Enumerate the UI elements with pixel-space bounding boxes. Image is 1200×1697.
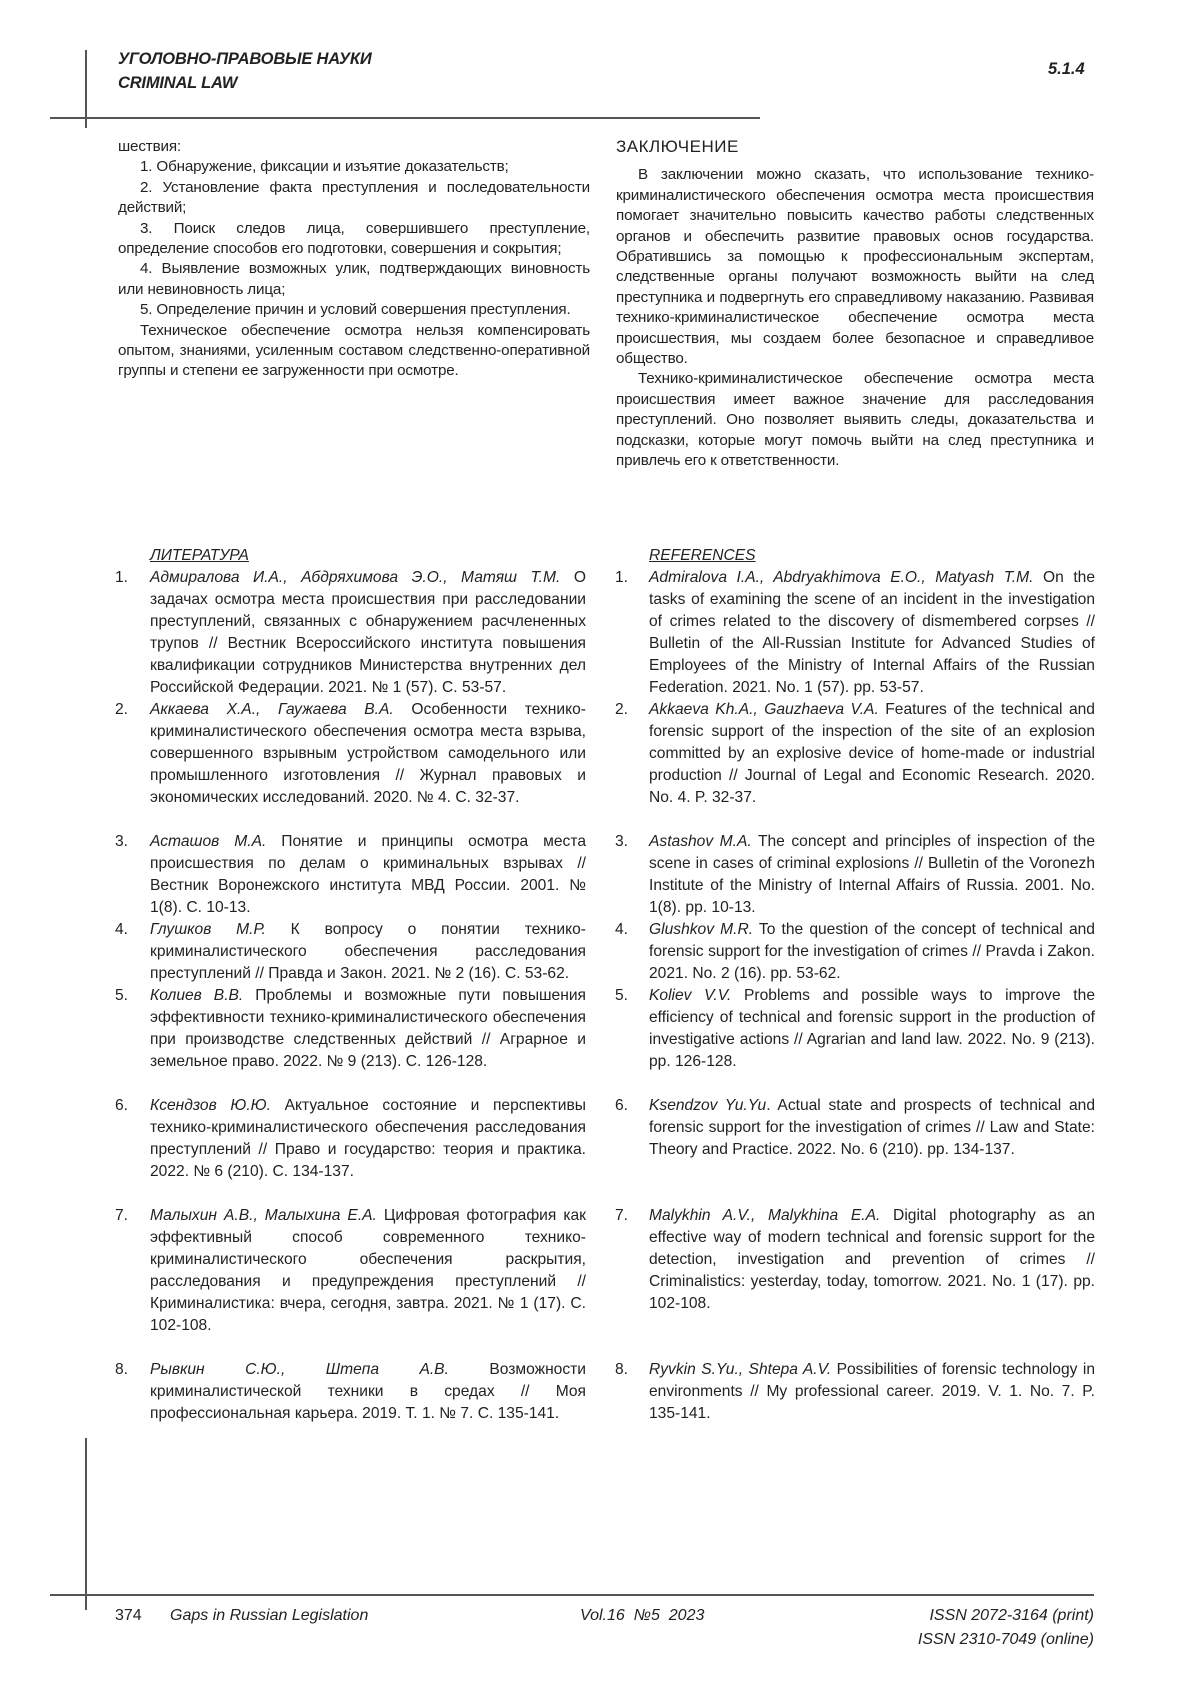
- section-title-ru: УГОЛОВНО-ПРАВОВЫЕ НАУКИ: [118, 50, 372, 69]
- left-column: [118, 137, 590, 382]
- reference-body: Возможности криминалистической техники в средах // Моя профессиональная карьера. 2019. Т. 1. № 7. С. 135-141.: [150, 1361, 586, 1422]
- reference-en: [615, 567, 1095, 699]
- reference-authors: Koliev V.V.: [649, 987, 731, 1004]
- reference-authors: Glushkov M.R.: [649, 921, 753, 938]
- reference-body: To the question of the concept of technical and forensic support for the investigation of crimes // Pravda i Zakon. 2021. No. 2 (16). pp. 53-62.: [649, 921, 1095, 982]
- literature-heading: ЛИТЕРАТУРА: [150, 547, 249, 564]
- reference-number: 4.: [115, 919, 150, 985]
- reference-en: [615, 985, 1095, 1073]
- section-title-en: CRIMINAL LAW: [118, 74, 237, 93]
- reference-body: Цифровая фотография как эффективный способ современного технико-криминалистического обеспечения раскрытия, расследования и предупреждения преступлений // Криминалистика: вчера, сегодня, завтра. 2021. № 1 (17). С. 102-108.: [150, 1207, 586, 1334]
- reference-text: [649, 1359, 1095, 1425]
- list-item: 5. Определение причин и условий совершения преступления.: [118, 300, 590, 320]
- reference-number: 7.: [115, 1205, 150, 1337]
- footer-vertical-rule: [85, 1438, 87, 1610]
- paragraph: В заключении можно сказать, что использование технико-криминалистического обеспечения осмотра места происшествия помогает значительно повысить качество работы следственных органов и обеспечить развитие правовых основ государства. Обратившись за помощью к профессиональным экспертам, следственные органы получают возможность выйти на след преступника и подвергнуть его справедливому наказанию. Развивая технико-криминалистическое обеспечение осмотра места происшествия, мы создаем более безопасное и справедливое общество.: [616, 165, 1094, 369]
- volume-info: Vol.16 №5 2023: [580, 1607, 704, 1625]
- reference-text: [649, 919, 1095, 985]
- issn-print: ISSN 2072-3164 (print): [929, 1607, 1094, 1625]
- journal-name: Gaps in Russian Legislation: [170, 1607, 368, 1625]
- reference-en: [615, 699, 1095, 809]
- reference-text: [649, 1095, 1095, 1183]
- reference-number: 6.: [615, 1095, 649, 1183]
- references-section: [115, 545, 1095, 1425]
- reference-body: Особенности технико-криминалистического обеспечения осмотра места взрыва, совершенного взрывным устройством самодельного или промышленного изготовления // Журнал правовых и экономических исследований. 2020. № 4. С. 32-37.: [150, 701, 586, 806]
- list-item: 3. Поиск следов лица, совершившего преступление, определение способов его подготовки, совершения и сокрытия;: [118, 219, 590, 260]
- reference-authors: Рывкин С.Ю., Штепа А.В.: [150, 1361, 449, 1378]
- reference-row: [115, 567, 1095, 699]
- reference-text: [150, 919, 586, 985]
- reference-number: 8.: [115, 1359, 150, 1425]
- reference-ru: [115, 699, 605, 809]
- header-rule: [50, 117, 760, 119]
- reference-authors: Ксендзов Ю.Ю.: [150, 1097, 271, 1114]
- references-heading: REFERENCES: [649, 547, 756, 564]
- paragraph: шествия:: [118, 137, 590, 157]
- reference-row: [115, 831, 1095, 919]
- reference-body: Features of the technical and forensic support of the inspection of the site of an explosion committed by an explosive device of home-made or industrial production // Journal of Legal and Economic Research. 2020. No. 4. P. 32-37.: [649, 701, 1095, 806]
- reference-ru: [115, 567, 605, 699]
- reference-authors: Akkaeva Kh.A., Gauzhaeva V.A.: [649, 701, 879, 718]
- reference-row: [115, 1359, 1095, 1425]
- reference-text: [649, 831, 1095, 919]
- reference-number: 2.: [615, 699, 649, 809]
- reference-text: [150, 1359, 586, 1425]
- reference-body: Проблемы и возможные пути повышения эффективности технико-криминалистического обеспечения при производстве следственных действий // Аграрное и земельное право. 2022. № 9 (213). С. 126-128.: [150, 987, 586, 1070]
- reference-ru: [115, 1095, 605, 1183]
- paragraph: Технико-криминалистическое обеспечение осмотра места происшествия имеет важное значение для расследования преступлений. Оно позволяет выявить следы, доказательства и подсказки, которые могут помочь выйти на след преступника и привлечь его к ответственности.: [616, 369, 1094, 471]
- reference-ru: [115, 1359, 605, 1425]
- reference-text: [150, 985, 586, 1073]
- reference-body: К вопросу о понятии технико-криминалистического обеспечения расследования преступлений // Правда и Закон. 2021. № 2 (16). С. 53-62.: [150, 921, 586, 982]
- reference-number: 5.: [115, 985, 150, 1073]
- issn-online: ISSN 2310-7049 (online): [918, 1631, 1094, 1649]
- reference-body: Понятие и принципы осмотра места происшествия по делам о криминальных взрывах // Вестник Воронежского института МВД России. 2001. № 1(8). С. 10-13.: [150, 833, 586, 916]
- reference-en: [615, 1359, 1095, 1425]
- list-item: 1. Обнаружение, фиксации и изъятие доказательств;: [118, 157, 590, 177]
- reference-number: 1.: [115, 567, 150, 699]
- reference-text: [150, 1095, 586, 1183]
- reference-number: 1.: [615, 567, 649, 699]
- reference-number: 6.: [115, 1095, 150, 1183]
- reference-number: 4.: [615, 919, 649, 985]
- reference-number: 2.: [115, 699, 150, 809]
- reference-authors: Astashov M.A.: [649, 833, 752, 850]
- reference-row: [115, 1095, 1095, 1183]
- reference-authors: Ksendzov Yu.Yu: [649, 1097, 766, 1114]
- reference-text: [649, 699, 1095, 809]
- section-code: 5.1.4: [1048, 60, 1085, 79]
- reference-body: . Actual state and prospects of technical and forensic support for the investigation of crimes // Law and State: Theory and Practice. 2022. No. 6 (210). pp. 134-137.: [649, 1097, 1095, 1158]
- reference-number: 7.: [615, 1205, 649, 1337]
- reference-text: [150, 699, 586, 809]
- reference-authors: Admiralova I.A., Abdryakhimova E.O., Matyash T.M.: [649, 569, 1033, 586]
- reference-ru: [115, 1205, 605, 1337]
- reference-authors: Malykhin A.V., Malykhina E.A.: [649, 1207, 880, 1224]
- reference-body: Актуальное состояние и перспективы технико-криминалистического обеспечения расследования преступлений // Право и государство: теория и практика. 2022. № 6 (210). С. 134-137.: [150, 1097, 586, 1180]
- reference-ru: [115, 985, 605, 1073]
- list-item: 2. Установление факта преступления и последовательности действий;: [118, 178, 590, 219]
- reference-body: Problems and possible ways to improve the efficiency of technical and forensic support in the production of investigative actions // Agrarian and land law. 2022. No. 9 (213). pp. 126-128.: [649, 987, 1095, 1070]
- reference-body: On the tasks of examining the scene of an incident in the investigation of crimes related to the discovery of dismembered corpses // Bulletin of the All-Russian Institute for Advanced Studies of Employees of the Ministry of Internal Affairs of the Russian Federation. 2021. No. 1 (57). pp. 53-57.: [649, 569, 1095, 696]
- list-item: 4. Выявление возможных улик, подтверждающих виновность или невиновность лица;: [118, 259, 590, 300]
- reference-text: [649, 567, 1095, 699]
- reference-row: [115, 1205, 1095, 1337]
- reference-en: [615, 831, 1095, 919]
- reference-number: 3.: [115, 831, 150, 919]
- reference-row: [115, 919, 1095, 985]
- reference-number: 3.: [615, 831, 649, 919]
- reference-authors: Асташов М.А.: [150, 833, 266, 850]
- reference-row: [115, 699, 1095, 809]
- reference-body: Digital photography as an effective way of modern technical and forensic support for the detection, investigation and prevention of crimes // Criminalistics: yesterday, today, tomorrow. 2021. No. 1 (17). pp. 102-108.: [649, 1207, 1095, 1312]
- reference-authors: Малыхин А.В., Малыхина Е.А.: [150, 1207, 377, 1224]
- reference-authors: Ryvkin S.Yu., Shtepa A.V.: [649, 1361, 831, 1378]
- footer-rule: [50, 1594, 1094, 1596]
- reference-ru: [115, 919, 605, 985]
- reference-en: [615, 919, 1095, 985]
- reference-body: The concept and principles of inspection of the scene in cases of criminal explosions // Bulletin of the Voronezh Institute of the Ministry of Internal Affairs of Russia. 2001. No. 1(8). pp. 10-13.: [649, 833, 1095, 916]
- reference-en: [615, 1095, 1095, 1183]
- reference-number: 5.: [615, 985, 649, 1073]
- reference-text: [150, 567, 586, 699]
- reference-ru: [115, 831, 605, 919]
- reference-text: [150, 831, 586, 919]
- right-column: [616, 137, 1094, 472]
- reference-authors: Колиев В.В.: [150, 987, 243, 1004]
- reference-row: [115, 985, 1095, 1073]
- reference-text: [649, 985, 1095, 1073]
- paragraph: Техническое обеспечение осмотра нельзя компенсировать опытом, знаниями, усиленным составом следственно-оперативной группы и степени ее загруженности при осмотре.: [118, 321, 590, 382]
- reference-authors: Аккаева Х.А., Гаужаева В.А.: [150, 701, 394, 718]
- reference-authors: Адмиралова И.А., Абдряхимова Э.О., Матяш Т.М.: [150, 569, 560, 586]
- conclusion-heading: ЗАКЛЮЧЕНИЕ: [616, 137, 1094, 157]
- reference-body: О задачах осмотра места происшествия при расследовании преступлений, связанных с обнаружением расчлененных трупов // Вестник Всероссийского института повышения квалификации сотрудников Министерства внутренних дел Российской Федерации. 2021. № 1 (57). С. 53-57.: [150, 569, 586, 696]
- reference-text: [649, 1205, 1095, 1337]
- reference-body: Possibilities of forensic technology in environments // My professional career. 2019. V. 1. No. 7. P. 135-141.: [649, 1361, 1095, 1422]
- page-number: 374: [115, 1607, 142, 1625]
- reference-text: [150, 1205, 586, 1337]
- reference-number: 8.: [615, 1359, 649, 1425]
- reference-authors: Глушков М.Р.: [150, 921, 266, 938]
- reference-en: [615, 1205, 1095, 1337]
